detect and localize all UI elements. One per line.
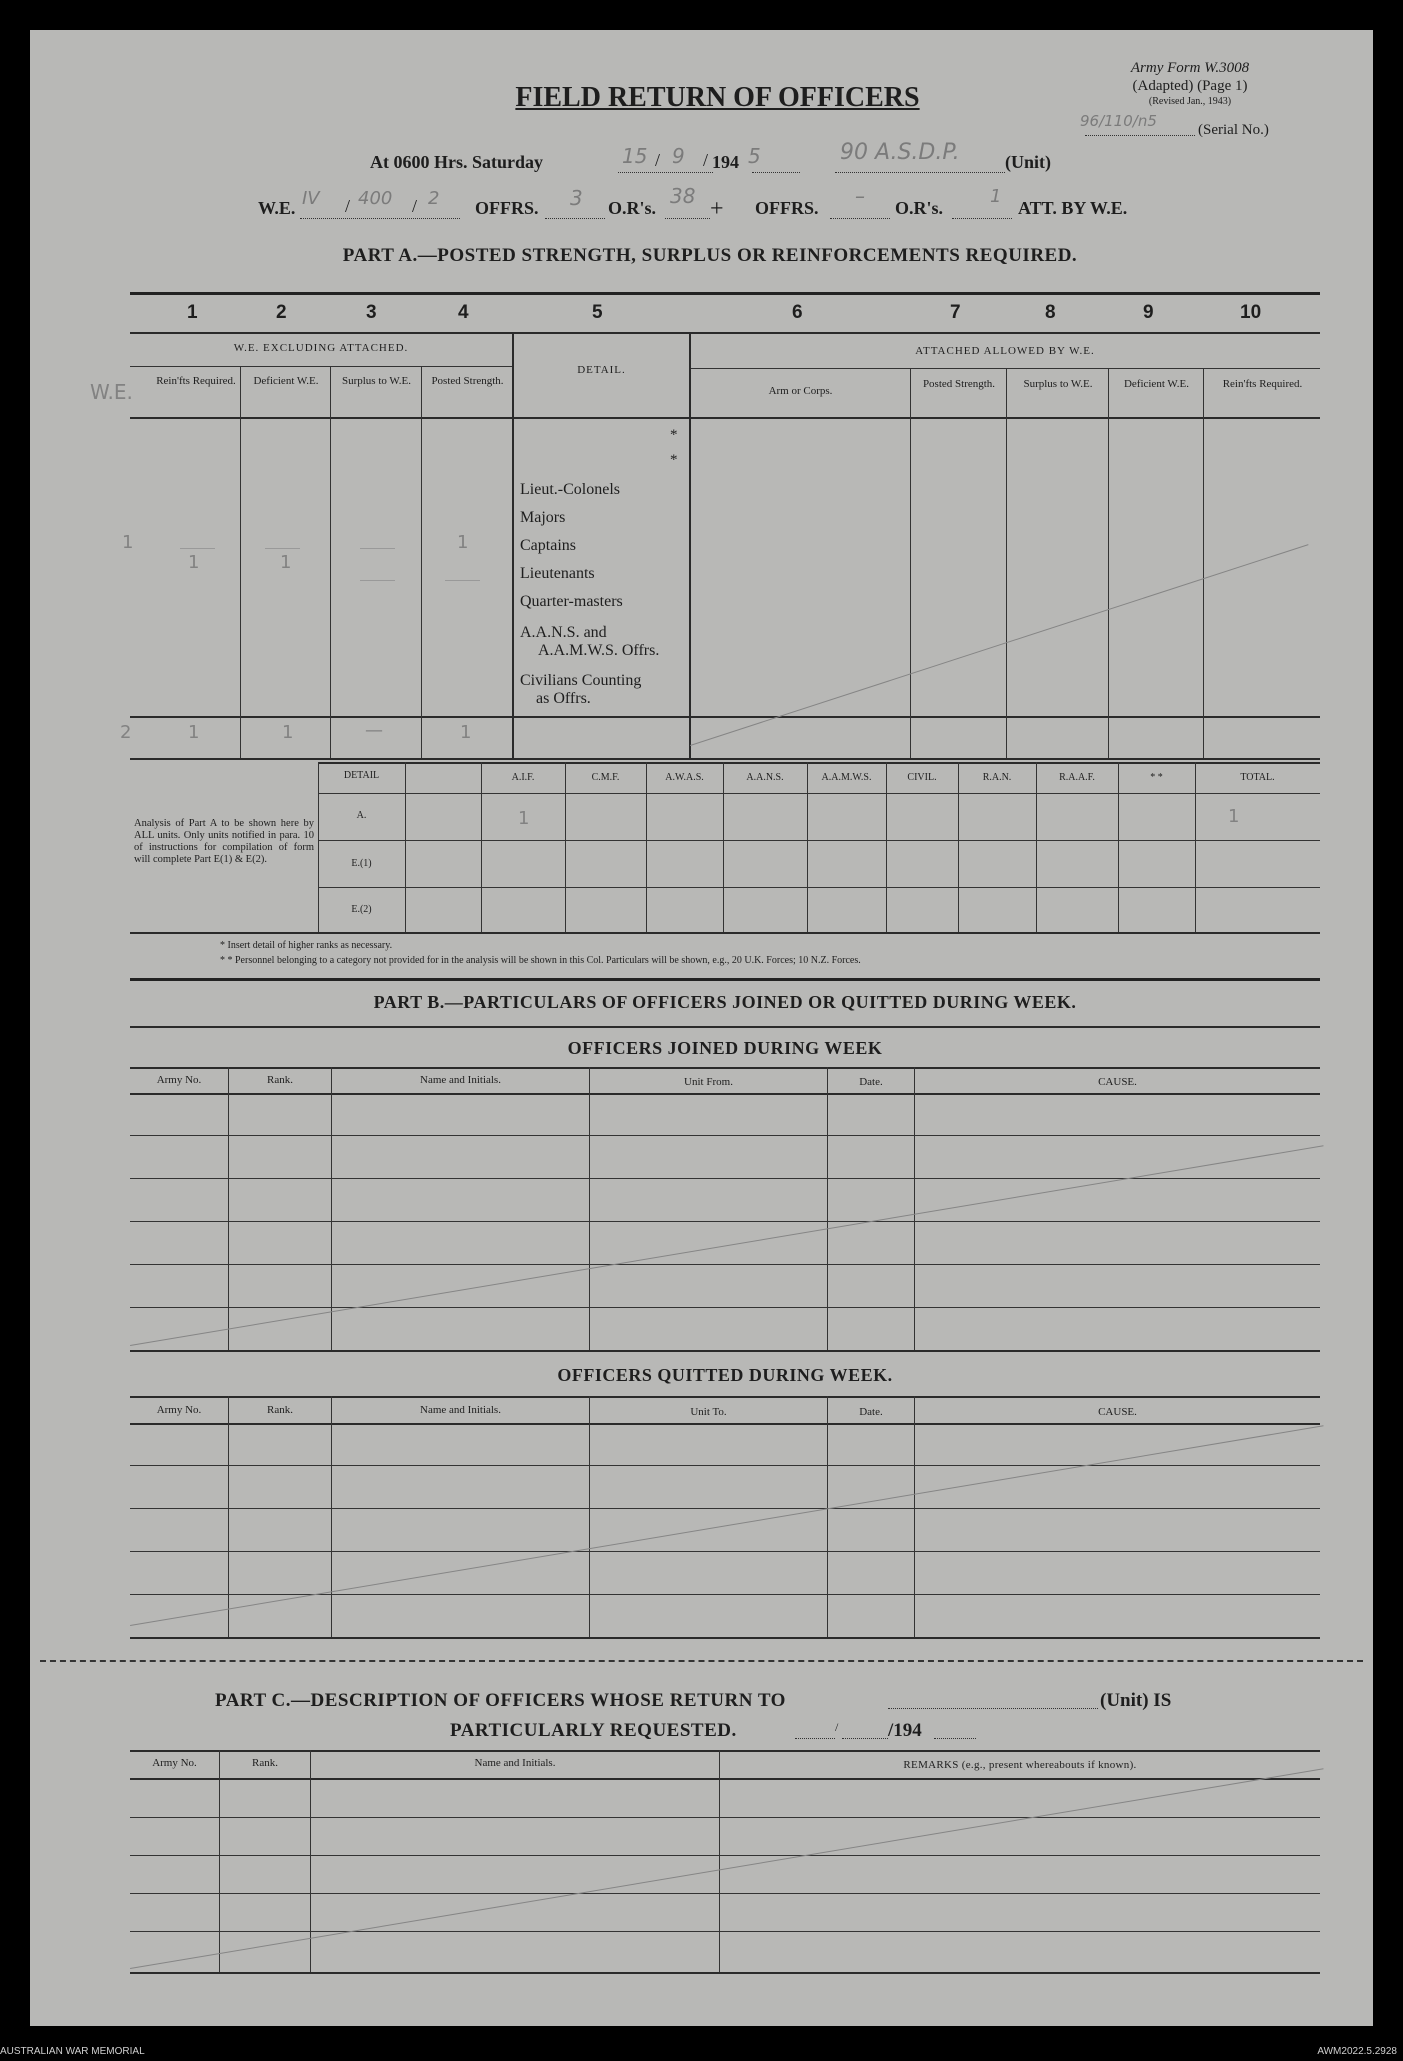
hw-total-5: 1	[460, 722, 472, 743]
analysis-head-total: TOTAL.	[1240, 772, 1275, 783]
rank-aamws: A.A.M.W.S. Offrs.	[538, 642, 660, 659]
analysis-note: Analysis of Part A to be shown here by ALL units. Only units notified in para. 10 of instructions for compilation of form will complete Part E(1) & E(2).	[134, 818, 314, 865]
rank-majors: Majors	[520, 509, 566, 526]
unit-label: (Unit)	[1005, 152, 1051, 172]
joined-head-date: Date.	[859, 1076, 883, 1088]
col-number-8: 8	[1045, 302, 1056, 323]
month-handwritten: 9	[672, 144, 685, 168]
posted-strength-right-heading: Posted Strength.	[922, 378, 996, 390]
joined-head-rank: Rank.	[267, 1074, 293, 1086]
at-hrs-label: At 0600 Hrs. Saturday	[370, 152, 544, 172]
joined-head-army-no: Army No.	[156, 1074, 202, 1086]
detail-heading: DETAIL.	[577, 364, 626, 376]
analysis-head-aans: A.A.N.S.	[746, 772, 784, 783]
offrs2-field	[830, 218, 890, 219]
we-handwritten-2: 400	[358, 188, 393, 209]
unit-handwritten: 90 A.S.D.P.	[840, 140, 960, 165]
joined-head-unit-from: Unit From.	[684, 1076, 733, 1088]
col-number-7: 7	[950, 302, 961, 323]
analysis-head-awas: A.W.A.S.	[665, 772, 704, 783]
serial-label: (Serial No.)	[1198, 122, 1269, 138]
star-2: *	[670, 452, 678, 468]
footer-accession: AWM2022.5.2928	[1317, 2046, 1397, 2057]
hw-total-2: 1	[188, 722, 200, 743]
quitted-head-unit-to: Unit To.	[690, 1406, 727, 1418]
aif-handwritten: 1	[518, 808, 530, 829]
att-label: ATT. BY W.E.	[1018, 198, 1128, 218]
joined-head-cause: CAUSE.	[1098, 1076, 1137, 1088]
part-c-unit-field	[888, 1708, 1098, 1709]
star-1: *	[670, 427, 678, 443]
footnote-1: * Insert detail of higher ranks as necessary.	[220, 940, 393, 951]
analysis-head-raaf: R.A.A.F.	[1059, 772, 1095, 783]
analysis-head-civil: CIVIL.	[907, 772, 937, 783]
we-label: W.E.	[258, 198, 296, 218]
col-number-5: 5	[592, 302, 603, 323]
year-handwritten: 5	[748, 144, 761, 168]
serial-field	[1085, 135, 1195, 136]
ors2-label: O.R's.	[895, 198, 944, 218]
analysis-row-a: A.	[356, 810, 367, 821]
part-c-date-field	[795, 1738, 835, 1739]
joined-title: OFFICERS JOINED DURING WEEK	[567, 1038, 883, 1058]
rank-civilians: Civilians Counting	[520, 672, 642, 689]
hw-total-3: 1	[282, 722, 294, 743]
attached-allowed-heading: ATTACHED ALLOWED BY W.E.	[915, 345, 1095, 357]
rank-quarter-masters: Quarter-masters	[520, 593, 623, 610]
offrs2-label: OFFRS.	[755, 198, 819, 218]
surplus-we-heading: Surplus to W.E.	[341, 375, 412, 387]
ors-field	[665, 218, 710, 219]
part-a-top-rule	[130, 292, 1320, 295]
ors2-handwritten: 1	[990, 186, 1002, 207]
part-a-title: PART A.—POSTED STRENGTH, SURPLUS OR REINFORCEMENTS REQUIRED.	[342, 245, 1078, 266]
hw-mark-1: 1	[122, 532, 134, 553]
ors-label: O.R's.	[608, 198, 657, 218]
rank-lieut-colonels: Lieut.-Colonels	[520, 481, 620, 498]
part-c-head-name: Name and Initials.	[474, 1757, 556, 1769]
we-margin-handwritten: W.E.	[90, 380, 133, 404]
rank-captains: Captains	[520, 537, 576, 554]
analysis-head-detail: DETAIL	[343, 770, 380, 781]
quitted-head-rank: Rank.	[267, 1404, 293, 1416]
we-handwritten-1: IV	[302, 188, 320, 209]
reinfts-required-heading: Rein'fts Required.	[156, 375, 236, 387]
analysis-head-other: * *	[1150, 772, 1163, 783]
quitted-head-cause: CAUSE.	[1098, 1406, 1137, 1418]
analysis-head-aamws: A.A.M.W.S.	[821, 772, 872, 783]
offrs-field	[545, 218, 605, 219]
offrs2-handwritten: –	[855, 184, 865, 208]
ors-handwritten: 38	[670, 184, 696, 208]
col-number-6: 6	[792, 302, 803, 323]
quitted-head-date: Date.	[859, 1406, 883, 1418]
ors2-field	[952, 218, 1012, 219]
deficient-right-heading: Deficient W.E.	[1123, 378, 1190, 390]
form-revised: (Revised Jan., 1943)	[1148, 96, 1232, 107]
we-field	[300, 218, 460, 219]
quitted-head-name: Name and Initials.	[420, 1404, 501, 1416]
total-handwritten: 1	[1228, 806, 1240, 827]
col-number-2: 2	[276, 302, 287, 323]
footnote-2: * * Personnel belonging to a category not provided for in the analysis will be shown in this Col. Particulars will be shown, e.g., 20 U.K. Forces; 10 N.Z. Forces.	[220, 955, 861, 966]
col-number-1: 1	[187, 302, 198, 323]
quitted-head-army-no: Army No.	[156, 1404, 202, 1416]
hw-total-1: 2	[120, 722, 132, 743]
part-c-year-field	[934, 1738, 976, 1739]
date-field	[618, 172, 713, 173]
part-c-month-field	[842, 1738, 888, 1739]
part-c-year: /194	[888, 1720, 922, 1741]
part-c-unit-is: (Unit) IS	[1100, 1690, 1172, 1711]
rank-lieutenants: Lieutenants	[520, 565, 595, 582]
serial-handwritten: 96/110/n5	[1080, 112, 1157, 130]
part-c-title-line2: PARTICULARLY REQUESTED.	[450, 1720, 737, 1741]
part-c-head-remarks: REMARKS (e.g., present whereabouts if known).	[903, 1759, 1137, 1771]
quitted-title: OFFICERS QUITTED DURING WEEK.	[557, 1365, 893, 1385]
reinfts-right-heading: Rein'fts Required.	[1222, 378, 1303, 390]
form-adapted: (Adapted) (Page 1)	[1132, 78, 1248, 94]
hw-mark-2: 1	[188, 552, 200, 573]
part-b-title: PART B.—PARTICULARS OF OFFICERS JOINED OR QUITTED DURING WEEK.	[373, 992, 1077, 1012]
unit-field	[835, 172, 1005, 173]
col-number-4: 4	[458, 302, 469, 323]
part-c-head-army-no: Army No.	[152, 1757, 197, 1769]
offrs-handwritten: 3	[570, 186, 583, 210]
offrs-label: OFFRS.	[475, 198, 539, 218]
joined-head-name: Name and Initials.	[420, 1074, 501, 1086]
arm-or-corps-heading: Arm or Corps.	[768, 385, 833, 397]
year-field	[752, 172, 800, 173]
part-c-title-line1: PART C.—DESCRIPTION OF OFFICERS WHOSE RETURN TO	[215, 1690, 786, 1711]
year-label: 194	[712, 152, 739, 172]
surplus-right-heading: Surplus to W.E.	[1023, 378, 1093, 390]
tear-line	[40, 1660, 1363, 1662]
hw-mark-4: 1	[457, 532, 469, 553]
we-handwritten-3: 2	[428, 188, 440, 209]
rank-aans: A.A.N.S. and	[520, 624, 607, 641]
army-form-number: Army Form W.3008	[1130, 60, 1250, 76]
hw-mark-3: 1	[280, 552, 292, 573]
posted-strength-heading: Posted Strength.	[431, 375, 504, 387]
deficient-we-heading: Deficient W.E.	[253, 375, 319, 387]
date-handwritten: 15	[622, 144, 648, 168]
part-c-head-rank: Rank.	[252, 1757, 278, 1769]
analysis-head-cmf: C.M.F.	[591, 772, 620, 783]
rank-civilians-as-offrs: as Offrs.	[536, 690, 591, 707]
col-number-10: 10	[1240, 302, 1262, 323]
analysis-head-aif: A.I.F.	[511, 772, 535, 783]
col-number-9: 9	[1143, 302, 1154, 323]
footer-credit: AUSTRALIAN WAR MEMORIAL	[0, 2046, 145, 2057]
hw-total-4: —	[365, 720, 383, 741]
col-number-3: 3	[366, 302, 377, 323]
analysis-row-e1: E.(1)	[351, 858, 372, 869]
analysis-row-e2: E.(2)	[351, 904, 372, 915]
we-excluding-heading: W.E. EXCLUDING ATTACHED.	[233, 342, 409, 354]
analysis-head-ran: R.A.N.	[982, 772, 1012, 783]
plus-sign: +	[710, 196, 724, 222]
form-title: FIELD RETURN OF OFFICERS	[515, 82, 920, 113]
